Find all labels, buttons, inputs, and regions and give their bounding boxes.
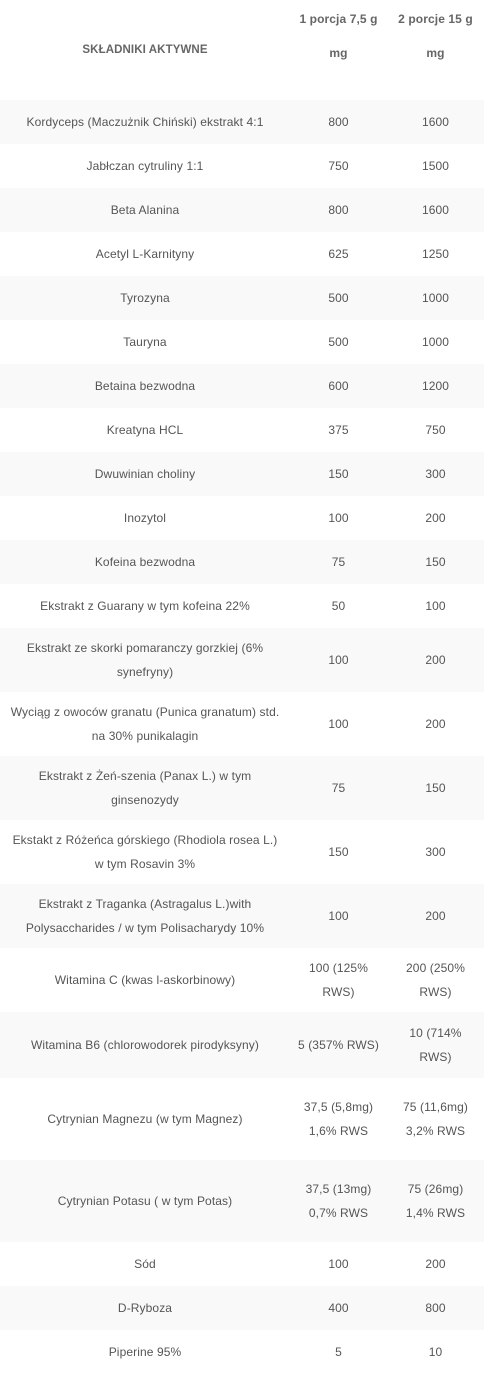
ingredient-name: Ekstakt z Różeńca górskiego (Rhodiola rosea L.) w tym Rosavin 3%: [12, 833, 278, 871]
header-row: [0, 0, 484, 100]
amount-two-servings: 200: [425, 653, 446, 667]
ingredient-name: Cytrynian Potasu ( w tym Potas): [57, 1194, 233, 1208]
amount-two-servings: 75 (26mg) 1,4% RWS: [405, 1182, 466, 1220]
two-servings-unit: mg: [426, 46, 445, 60]
table-row: [0, 540, 484, 584]
table-row: [0, 100, 484, 144]
amount-one-serving: 625: [328, 247, 349, 261]
ingredient-name: Kordyceps (Maczużnik Chiński) ekstrakt 4:1: [26, 115, 264, 129]
amount-one-serving: 800: [328, 203, 349, 217]
amount-two-servings: 750: [425, 423, 446, 437]
ingredient-name: Sód: [134, 1257, 156, 1271]
amount-two-servings: 300: [425, 845, 446, 859]
amount-two-servings: 300: [425, 467, 446, 481]
amount-one-serving: 100: [328, 653, 349, 667]
amount-two-servings: 150: [425, 781, 446, 795]
amount-two-servings: 75 (11,6mg) 3,2% RWS: [403, 1100, 468, 1138]
ingredient-name: Tauryna: [123, 335, 167, 349]
ingredient-name: Dwuwinian choliny: [94, 467, 196, 481]
amount-two-servings: 1500: [421, 159, 450, 173]
table-row: [0, 884, 484, 948]
ingredient-name: Witamina B6 (chlorowodorek pirodyksyny): [31, 1038, 259, 1052]
table-row: [0, 188, 484, 232]
amount-one-serving: 400: [328, 1301, 349, 1315]
one-serving-label: 1 porcja 7,5 g: [299, 12, 378, 26]
amount-two-servings: 200: [425, 717, 446, 731]
amount-one-serving: 100: [328, 1257, 349, 1271]
amount-one-serving: 100: [328, 909, 349, 923]
two-servings-label: 2 porcje 15 g: [398, 12, 473, 26]
amount-two-servings: 200: [425, 511, 446, 525]
one-serving-column-header: [290, 0, 387, 100]
amount-two-servings: 1600: [421, 203, 450, 217]
amount-two-servings: 200: [425, 909, 446, 923]
amount-two-servings: 1000: [421, 335, 450, 349]
ingredient-name: Wyciąg z owoców granatu (Punica granatum) std. na 30% punikalagin: [10, 705, 280, 743]
ingredient-name: Cytrynian Magnezu (w tym Magnez): [47, 1112, 243, 1126]
amount-one-serving: 100: [328, 717, 349, 731]
table-row: [0, 320, 484, 364]
ingredient-name: Witamina C (kwas l-askorbinowy): [54, 973, 236, 987]
amount-two-servings: 150: [425, 555, 446, 569]
amount-one-serving: 37,5 (13mg) 0,7% RWS: [305, 1182, 372, 1220]
amount-one-serving: 100: [328, 511, 349, 525]
ingredient-name: Beta Alanina: [110, 203, 180, 217]
amount-one-serving: 750: [328, 159, 349, 173]
amount-one-serving: 150: [328, 467, 349, 481]
table-header: [0, 0, 484, 100]
table-row: [0, 1286, 484, 1330]
amount-one-serving: 800: [328, 115, 349, 129]
amount-one-serving: 150: [328, 845, 349, 859]
table-body: [0, 100, 484, 1374]
table-row: [0, 1160, 484, 1242]
ingredient-name: Kreatyna HCL: [106, 423, 184, 437]
ingredient-name: Ekstrakt z Żeń-szenia (Panax L.) w tym ginsenozydy: [38, 769, 252, 807]
one-serving-unit: mg: [329, 46, 348, 60]
amount-two-servings: 800: [425, 1301, 446, 1315]
table-row: [0, 232, 484, 276]
table-row: [0, 452, 484, 496]
ingredient-name: Ekstrakt z Guarany w tym kofeina 22%: [40, 599, 250, 613]
table-row: [0, 144, 484, 188]
table-row: [0, 584, 484, 628]
amount-two-servings: 1000: [421, 291, 450, 305]
amount-two-servings: 200: [425, 1257, 446, 1271]
table-row: [0, 1012, 484, 1078]
ingredient-name: Kofeina bezwodna: [94, 555, 196, 569]
table-row: [0, 408, 484, 452]
amount-two-servings: 1250: [421, 247, 450, 261]
ingredient-name: Jabłczan cytruliny 1:1: [86, 159, 204, 173]
amount-two-servings: 10: [428, 1345, 443, 1359]
ingredient-name: Inozytol: [123, 511, 167, 525]
table-row: [0, 1078, 484, 1160]
amount-two-servings: 100: [425, 599, 446, 613]
table-row: [0, 692, 484, 756]
amount-one-serving: 5: [335, 1345, 342, 1359]
amount-one-serving: 500: [328, 335, 349, 349]
amount-one-serving: 100 (125% RWS): [309, 961, 368, 999]
ingredient-name: Ekstrakt ze skorki pomaranczy gorzkiej (6% synefryny): [26, 641, 264, 679]
ingredient-column-header: SKŁADNIKI AKTYWNE: [82, 44, 208, 56]
table-row: [0, 364, 484, 408]
ingredient-name: Acetyl L-Karnityny: [95, 247, 195, 261]
amount-two-servings: 10 (714% RWS): [409, 1026, 462, 1064]
ingredient-name: Ekstrakt z Traganka (Astragalus L.)with Polysaccharides / w tym Polisacharydy 10%: [25, 897, 265, 935]
amount-one-serving: 600: [328, 379, 349, 393]
table-row: [0, 1330, 484, 1374]
table-row: [0, 496, 484, 540]
ingredient-name: D-Ryboza: [117, 1301, 173, 1315]
table-row: [0, 948, 484, 1012]
amount-two-servings: 1200: [421, 379, 450, 393]
amount-one-serving: 75: [331, 555, 346, 569]
ingredient-name: Tyrozyna: [120, 291, 170, 305]
ingredient-name: Piperine 95%: [108, 1345, 182, 1359]
table-row: [0, 756, 484, 820]
two-servings-column-header: [387, 0, 484, 100]
table-row: [0, 1242, 484, 1286]
amount-one-serving: 50: [331, 599, 346, 613]
table-row: [0, 276, 484, 320]
ingredient-name: Betaina bezwodna: [94, 379, 196, 393]
amount-two-servings: 1600: [421, 115, 450, 129]
table-row: [0, 628, 484, 692]
amount-two-servings: 200 (250% RWS): [406, 961, 465, 999]
table-row: [0, 820, 484, 884]
amount-one-serving: 375: [328, 423, 349, 437]
amount-one-serving: 37,5 (5,8mg) 1,6% RWS: [303, 1100, 374, 1138]
amount-one-serving: 75: [331, 781, 346, 795]
amount-one-serving: 5 (357% RWS): [298, 1038, 380, 1052]
amount-one-serving: 500: [328, 291, 349, 305]
